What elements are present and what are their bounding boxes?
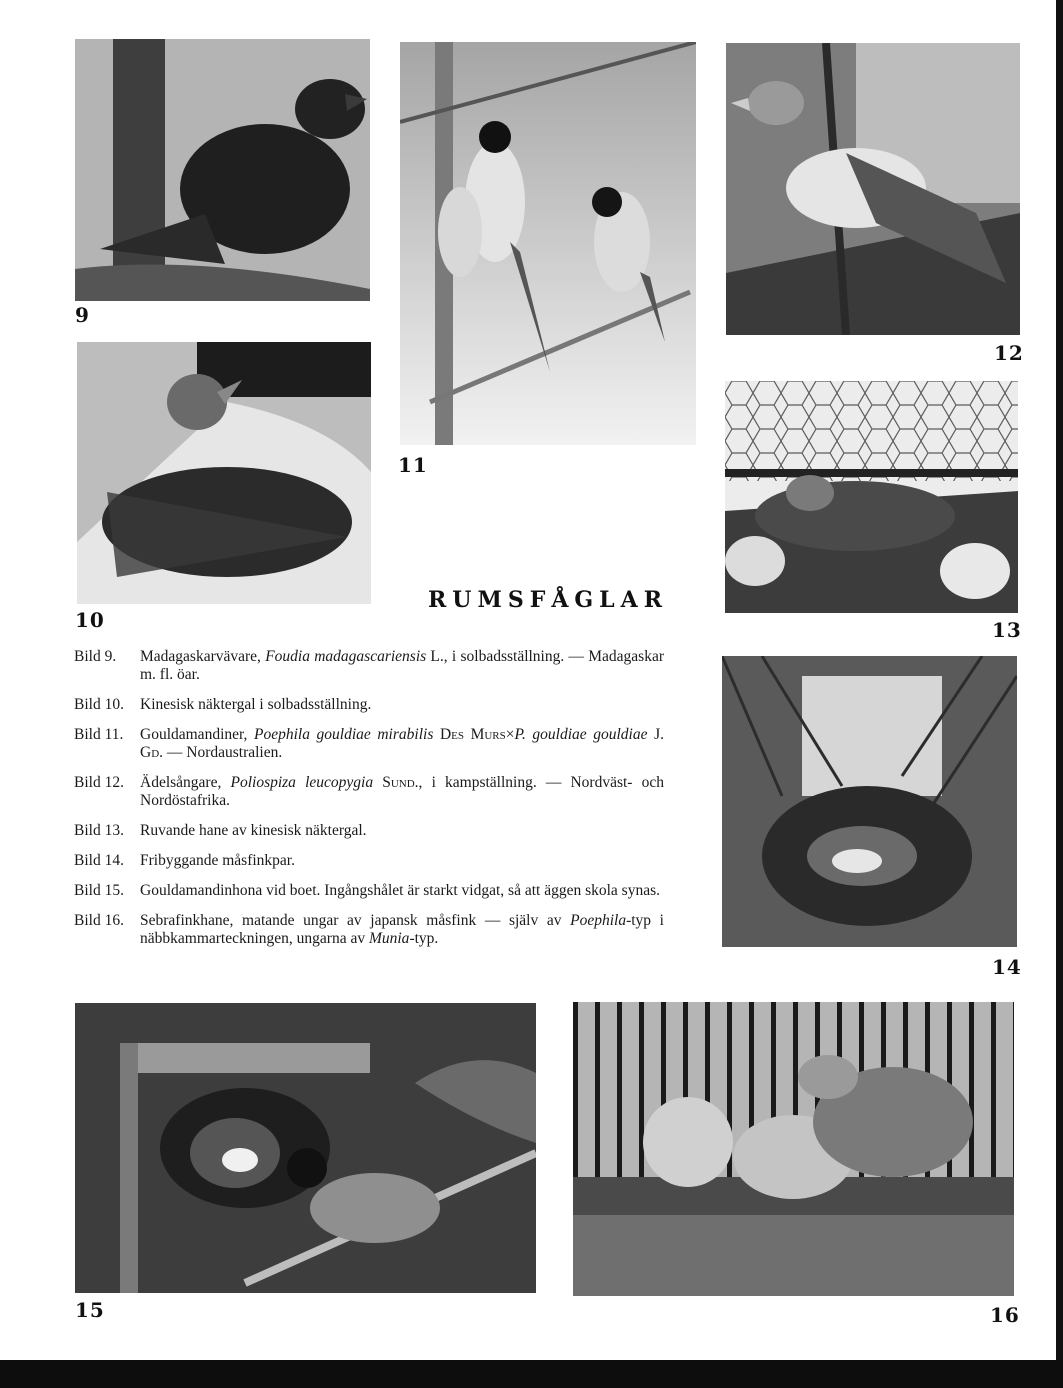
photo-11-image xyxy=(400,42,696,445)
photo-11 xyxy=(400,42,696,445)
caption-list xyxy=(74,648,664,960)
figure-number-12: 12 xyxy=(994,341,1024,365)
caption-16 xyxy=(74,912,664,948)
caption-9 xyxy=(74,648,664,684)
photo-16-image xyxy=(573,1002,1014,1296)
photo-14 xyxy=(722,656,1017,947)
caption-12 xyxy=(74,774,664,810)
caption-text: Madagaskarvävare, Foudia madagascariensis L., i solbadsställning. — Madagaskar m. fl. öar. xyxy=(140,648,665,683)
photo-13 xyxy=(725,381,1018,613)
caption-text: Gouldamandinhona vid boet. Ingångshålet är starkt vidgat, så att äggen skola synas. xyxy=(140,882,660,899)
caption-label: Bild 12. xyxy=(74,774,124,791)
photo-10-image xyxy=(77,342,371,604)
caption-text: Kinesisk näktergal i solbadsställning. xyxy=(140,696,372,713)
caption-label: Bild 15. xyxy=(74,882,124,899)
figure-number-15: 15 xyxy=(75,1298,105,1322)
caption-10 xyxy=(74,696,664,714)
section-heading: RUMSFÅGLAR xyxy=(428,587,669,613)
photo-14-image xyxy=(722,656,1017,947)
photo-15 xyxy=(75,1003,536,1293)
caption-text: Sebrafinkhane, matande ungar av japansk måsfink — själv av Poephila-typ i näbbkammarteckningen, ungarna av Munia-typ. xyxy=(140,912,664,947)
caption-label: Bild 16. xyxy=(74,912,124,929)
photo-9-image xyxy=(75,39,370,301)
photo-16 xyxy=(573,1002,1014,1296)
photo-12 xyxy=(726,43,1020,335)
figure-number-10: 10 xyxy=(75,608,105,632)
caption-13 xyxy=(74,822,664,840)
caption-label: Bild 14. xyxy=(74,852,124,869)
caption-text: Ruvande hane av kinesisk näktergal. xyxy=(140,822,367,839)
scan-edge-right xyxy=(1056,0,1063,1360)
caption-text: Fribyggande måsfinkpar. xyxy=(140,852,295,869)
caption-11 xyxy=(74,726,664,762)
caption-label: Bild 10. xyxy=(74,696,124,713)
caption-label: Bild 13. xyxy=(74,822,124,839)
caption-14 xyxy=(74,852,664,870)
caption-label: Bild 11. xyxy=(74,726,124,743)
photo-15-image xyxy=(75,1003,536,1293)
photo-10 xyxy=(77,342,371,604)
scan-edge-bottom xyxy=(0,1360,1063,1388)
caption-15 xyxy=(74,882,664,900)
caption-text: Ädelsångare, Poliospiza leucopygia Sund., i kampställning. — Nordväst- och Nordöstafrika. xyxy=(140,774,664,809)
caption-text: Gouldamandiner, Poephila gouldiae mirabilis Des Murs×P. gouldiae gouldiae J. Gd. — Nordaustralien. xyxy=(140,726,664,761)
figure-number-14: 14 xyxy=(992,955,1022,979)
figure-number-16: 16 xyxy=(990,1303,1020,1327)
figure-number-13: 13 xyxy=(992,618,1022,642)
photo-12-image xyxy=(726,43,1020,335)
figure-number-9: 9 xyxy=(75,303,90,327)
figure-number-11: 11 xyxy=(398,453,428,477)
photo-9 xyxy=(75,39,370,301)
caption-label: Bild 9. xyxy=(74,648,117,665)
photo-13-image xyxy=(725,381,1018,613)
